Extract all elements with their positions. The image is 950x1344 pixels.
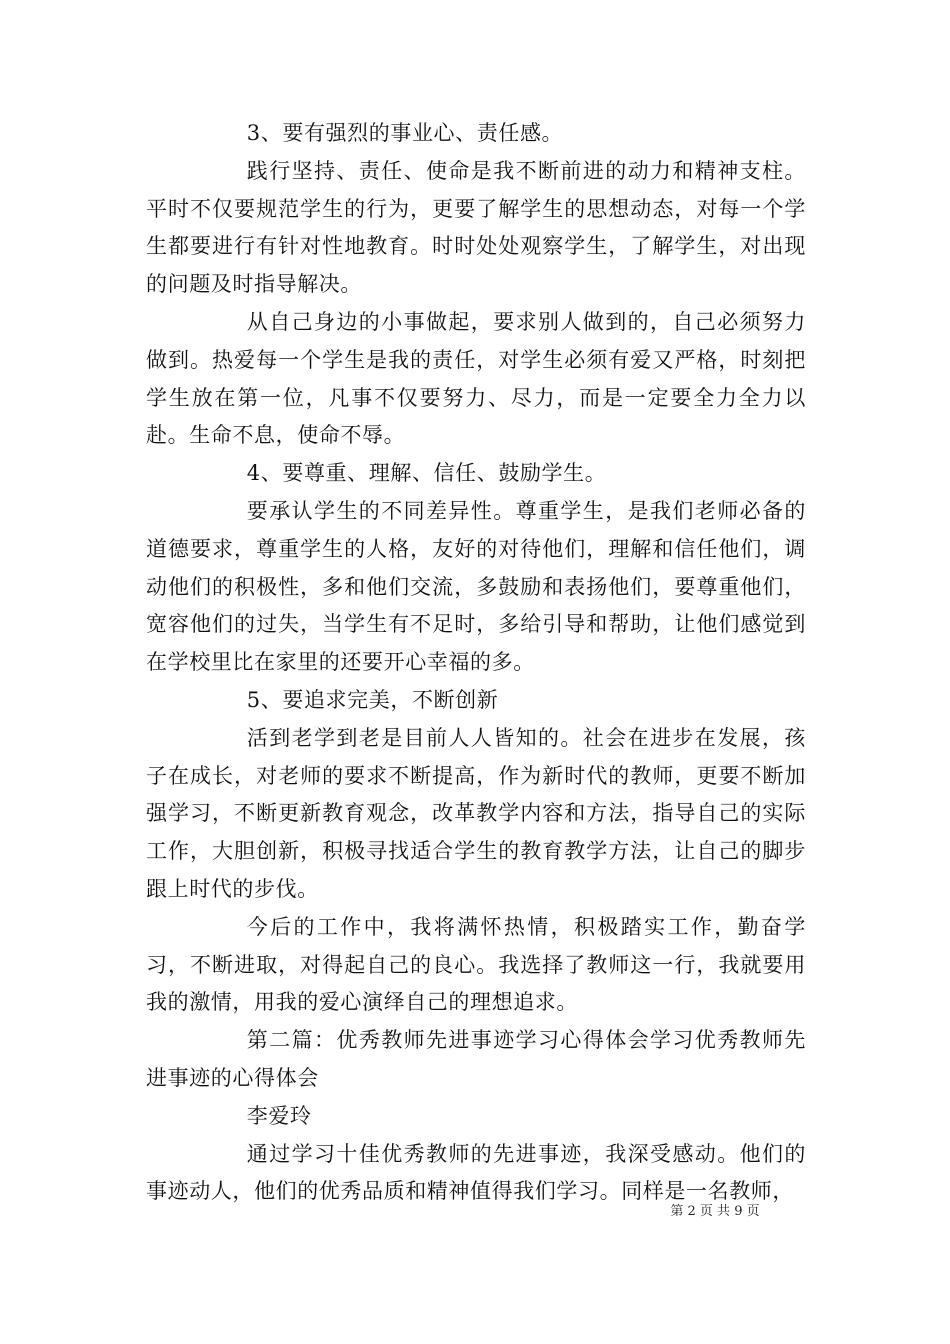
heading-item-5: 5、要追求完美，不断创新	[246, 687, 499, 712]
paragraph: 通过学习十佳优秀教师的先进事迹，我深受感动。他们的事迹动人，他们的优秀品质和精神值得我们学习。同样是一名教师，	[146, 1141, 806, 1204]
author-name: 李爱玲	[246, 1103, 312, 1128]
page-number: 第 2 页 共 9 页	[670, 1204, 760, 1219]
paragraph: 践行坚持、责任、使命是我不断前进的动力和精神支柱。平时不仅要规范学生的行为，更要了解学生的思想动态，对每一个学生都要进行有针对性地教育。时时处处观察学生，了解学生，对出现的问题及时指导解决。	[146, 158, 806, 297]
paragraph: 要承认学生的不同差异性。尊重学生，是我们老师必备的道德要求，尊重学生的人格，友好的对待他们，理解和信任他们，调动他们的积极性，多和他们交流，多鼓励和表扬他们，要尊重他们，宽容他们的过失，当学生有不足时，多给引导和帮助，让他们感觉到在学校里比在家里的还要开心幸福的多。	[146, 498, 806, 675]
section-title: 第二篇：优秀教师先进事迹学习心得体会学习优秀教师先进事迹的心得体会	[146, 1028, 806, 1090]
heading-item-3: 3、要有强烈的事业心、责任感。	[246, 121, 564, 145]
paragraph: 活到老学到老是目前人人皆知的。社会在进步在发展，孩子在成长，对老师的要求不断提高，作为新时代的教师，更要不断加强学习，不断更新教育观念，改革教学内容和方法，指导自己的实际工作，大胆创新，积极寻找适合学生的教育教学方法，让自己的脚步跟上时代的步伐。	[146, 725, 806, 901]
paragraph: 从自己身边的小事做起，要求别人做到的，自己必须努力做到。热爱每一个学生是我的责任，对学生必须有爱又严格，时刻把学生放在第一位，凡事不仅要努力、尽力，而是一定要全力全力以赴。生命不息，使命不辱。	[146, 309, 806, 448]
heading-item-4: 4、要尊重、理解、信任、鼓励学生。	[246, 461, 607, 486]
page-footer	[0, 1200, 950, 1219]
document-body	[146, 115, 806, 1211]
paragraph: 今后的工作中，我将满怀热情，积极踏实工作，勤奋学习，不断进取，对得起自己的良心。我选择了教师这一行，我就要用我的激情，用我的爱心演绎自己的理想追求。	[146, 914, 806, 1015]
